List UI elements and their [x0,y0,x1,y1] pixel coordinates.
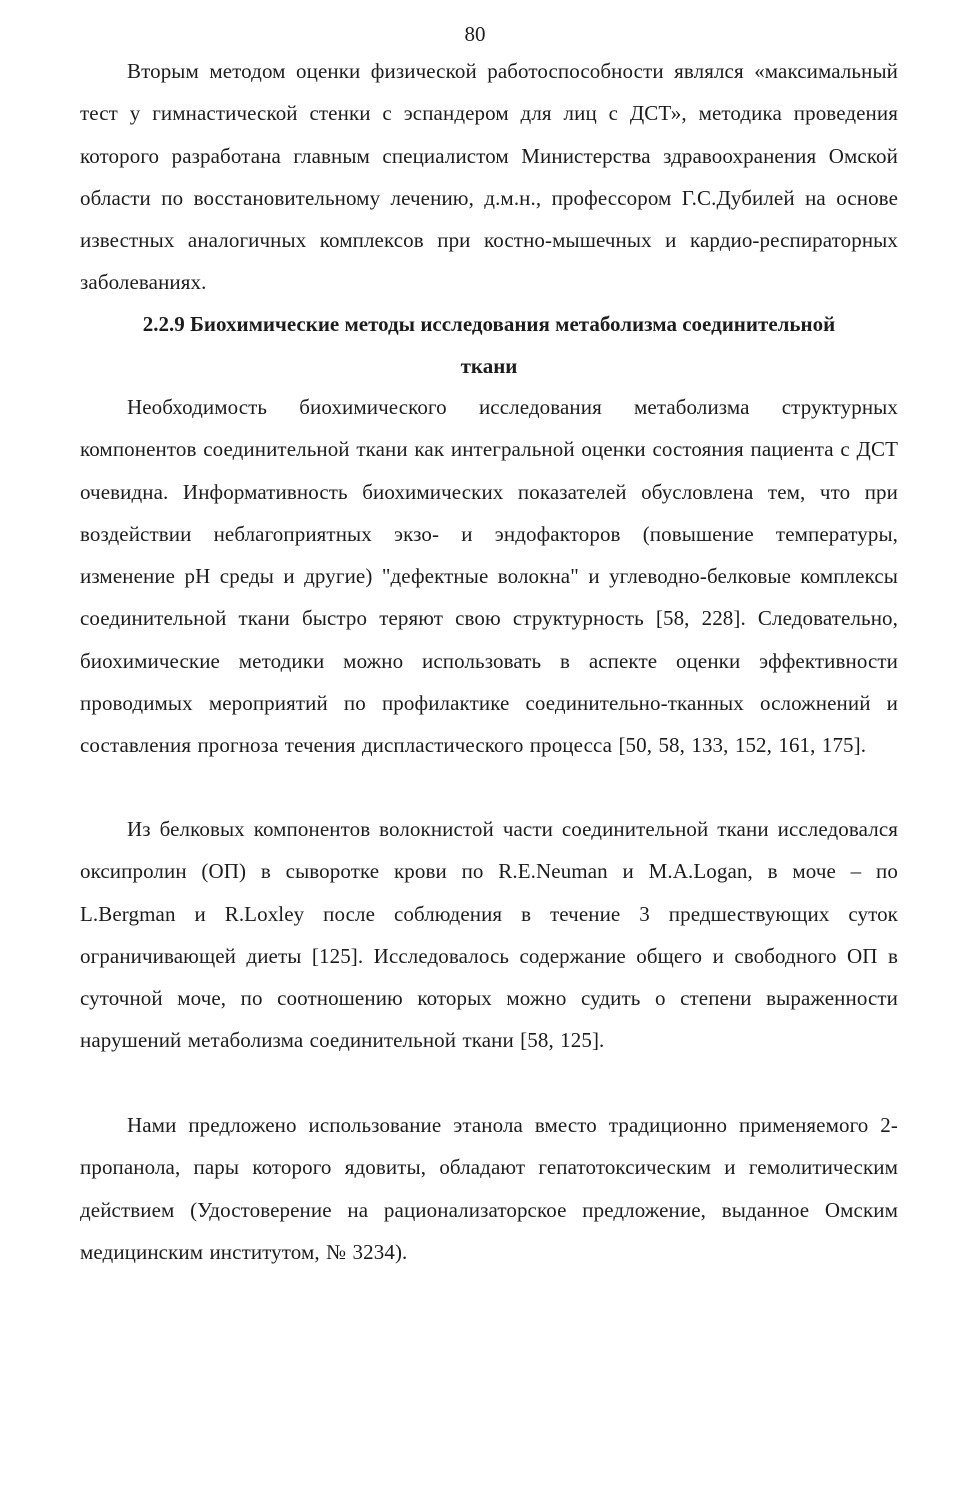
paragraph-ethanol-proposal: Нами предложено использование этанола вместо традиционно применяемого 2-пропанола, пары которого ядовиты, обладают гепатотоксическим и гемолитическим действием (Удостоверение на рационализаторское предложение, выданное Омским медицинским институтом, № 3234). [80,1113,898,1264]
section-heading [80,303,898,387]
document-page [80,0,898,1498]
section-heading-line-1: 2.2.9 Биохимические методы исследования метаболизма соединительной [142,312,836,336]
page-number: 80 [464,22,486,46]
paragraph-physical-test: Вторым методом оценки физической работоспособности являлся «максимальный тест у гимнастической стенки с эспандером для лиц с ДСТ», методика проведения которого разработана главным специалистом Министерства здравоохранения Омской области по восстановительному лечению, д.м.н., профессором Г.С.Дубилей на основе известных аналогичных комплексов при костно-мышечных и кардио-респираторных заболеваниях. [80,59,898,295]
section-heading-line-2: ткани [460,354,518,378]
paragraph-biochemical-necessity: Необходимость биохимического исследования метаболизма структурных компонентов соединительной ткани как интегральной оценки состояния пациента с ДСТ очевидна. Информативность биохимических показателей обусловлена тем, что при воздействии неблагоприятных экзо- и эндофакторов (повышение температуры, изменение pH среды и другие) "дефектные волокна" и углеводно-белковые комплексы соединительной ткани быстро теряют свою структурность [58, 228]. Следовательно, биохимические методики можно использовать в аспекте оценки эффективности проводимых мероприятий по профилактике соединительно-тканных осложнений и составления прогноза течения диспластического процесса [50, 58, 133, 152, 161, 175]. [80,395,898,758]
paragraph-oxyproline: Из белковых компонентов волокнистой части соединительной ткани исследовался оксипролин (ОП) в сыворотке крови по R.E.Neuman и M.A.Logan, в моче – по L.Bergman и R.Loxley после соблюдения в течение 3 предшествующих суток ограничивающей диеты [125]. Исследовалось содержание общего и свободного ОП в суточной моче, по соотношению которых можно судить о степени выраженности нарушений метаболизма соединительной ткани [58, 125]. [80,817,898,1053]
